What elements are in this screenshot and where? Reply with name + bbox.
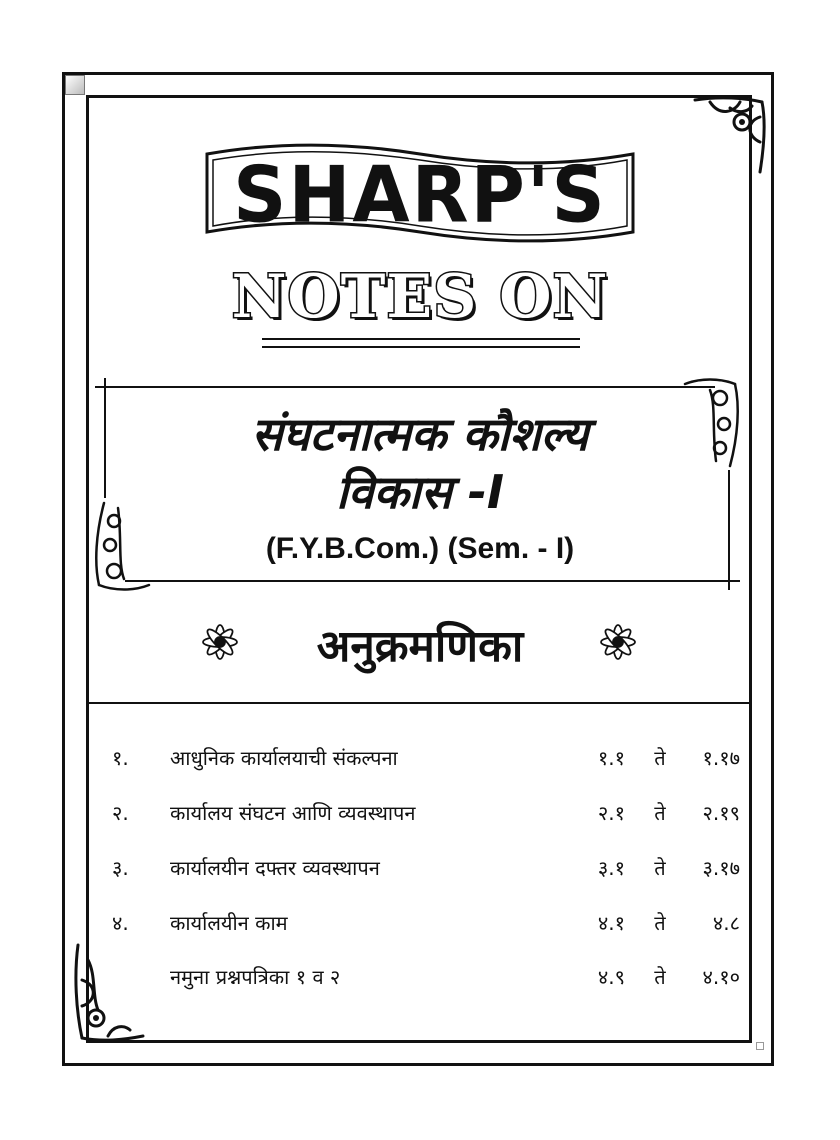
subtitle-underline [262,338,580,348]
toc-page-from: १.१ [597,746,625,770]
index-heading: अनुक्रमणिका [316,621,524,672]
toc-page-from: ४.१ [597,911,625,935]
toc-page-to: ४.१० [702,965,740,989]
toc-row [0,854,840,894]
toc-page-from: ३.१ [597,856,625,880]
corner-flourish-icon [68,940,148,1045]
toc-page-to: ३.१७ [702,856,740,880]
brand-title: SHARP'S [233,149,607,241]
toc-number: ४. [112,911,129,935]
toc-chapter-title: कार्यालय संघटन आणि व्यवस्थापन [170,801,416,825]
toc-page-to: १.१७ [702,746,740,770]
toc-separator: ते [654,911,666,935]
book-title-line1: संघटनात्मक कौशल्य [251,407,589,461]
title-box-left-line [104,378,106,498]
course-label: (F.Y.B.Com.) (Sem. - I) [265,532,575,565]
toc-chapter-title: नमुना प्रश्नपत्रिका १ व २ [170,965,341,989]
toc-chapter-title: आधुनिक कार्यालयाची संकल्पना [170,746,398,770]
toc-row [0,744,840,784]
title-box-bottom-line [125,580,740,582]
toc-row [0,799,840,839]
subtitle-notes-on: NOTES ON [231,262,609,332]
toc-page-from: ४.९ [597,965,625,989]
toc-separator: ते [654,856,666,880]
toc-chapter-title: कार्यालयीन दफ्तर व्यवस्थापन [170,856,380,880]
toc-chapter-title: कार्यालयीन काम [170,911,288,935]
index-heading-row [190,614,650,674]
toc-separator: ते [654,801,666,825]
title-box-top-line [95,386,715,388]
corner-square-decoration [65,75,85,95]
toc-number: २. [112,801,129,825]
book-title-line2: विकास -I [335,465,505,519]
toc-separator: ते [654,746,666,770]
toc-page-to: ४.८ [712,911,740,935]
print-mark [756,1042,764,1050]
section-divider [88,702,750,704]
toc-page-to: २.१९ [702,801,740,825]
corner-flourish-icon [690,92,770,177]
toc-separator: ते [654,965,666,989]
floral-star-icon [594,622,642,662]
brand-banner [205,140,635,250]
toc-page-from: २.१ [597,801,625,825]
toc-number: ३. [112,856,129,880]
toc-number: १. [112,746,129,770]
